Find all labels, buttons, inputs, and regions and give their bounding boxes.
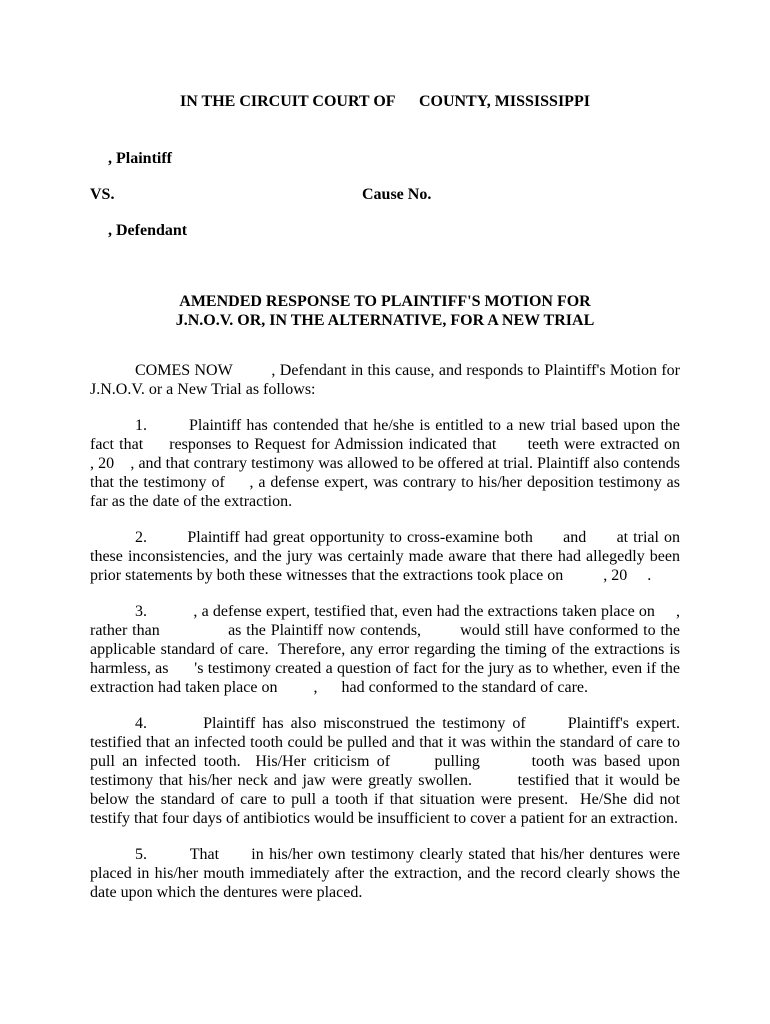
document-title-line1: AMENDED RESPONSE TO PLAINTIFF'S MOTION FOR [179, 293, 591, 310]
paragraph-3: 3. , a defense expert, testified that, even had the extractions taken place on , rather than as the Plaintiff now contends, would still have conformed to the applicable standard of care. Therefore, any error regarding the timing of the extractions is harmless, as 's testimony created a question of fact for the jury as to whether, even if the extraction had taken place on , had conformed to the standard of care. [90, 603, 684, 696]
paragraph-5: 5. That in his/her own testimony clearly stated that his/her dentures were placed in his/her mouth immediately after the extraction, and the record clearly shows the date upon which the dentures were placed. [90, 846, 684, 901]
paragraph-1: 1. Plaintiff has contended that he/she is entitled to a new trial based upon the fact that responses to Request for Admission indicated that teeth were extracted on , 20 , and that contrary testimony was allowed to be offered at trial. Plaintiff also contends that the testimony of , a defense expert, was contrary to his/her deposition testimony as far as the date of the extraction. [90, 417, 720, 510]
paragraph-comes-now: COMES NOW , Defendant in this cause, and responds to Plaintiff's Motion for J.N.O.V. or a New Trial as follows: [90, 362, 684, 398]
paragraph-4: 4. Plaintiff has also misconstrued the testimony of Plaintiff's expert. testified that an infected tooth could be pulled and that it was within the standard of care to pull an infected tooth. His/Her criticism of pulling tooth was based upon testimony that his/her neck and jaw were greatly swollen. testified that it would be below the standard of care to pull a tooth if that situation were present. He/She did not testify that four days of antibiotics would be insufficient to cover a patient for an extraction. [90, 715, 708, 827]
court-header: IN THE CIRCUIT COURT OF COUNTY, MISSISSIPPI [180, 93, 590, 110]
cause-no-label: Cause No. [362, 186, 432, 203]
plaintiff-caption: , Plaintiff [108, 150, 172, 167]
document-title-line2: J.N.O.V. OR, IN THE ALTERNATIVE, FOR A NEW TRIAL [175, 312, 595, 329]
document-body [90, 361, 720, 902]
paragraph-2: 2. Plaintiff had great opportunity to cross-examine both and at trial on these inconsistencies, and the jury was certainly made aware that there had allegedly been prior statements by both these witnesses that the extractions took place on , 20 . [90, 529, 684, 584]
defendant-caption: , Defendant [108, 222, 188, 239]
vs-label: VS. [90, 186, 115, 203]
vs-cause-line [90, 185, 680, 204]
document-title [90, 292, 680, 330]
